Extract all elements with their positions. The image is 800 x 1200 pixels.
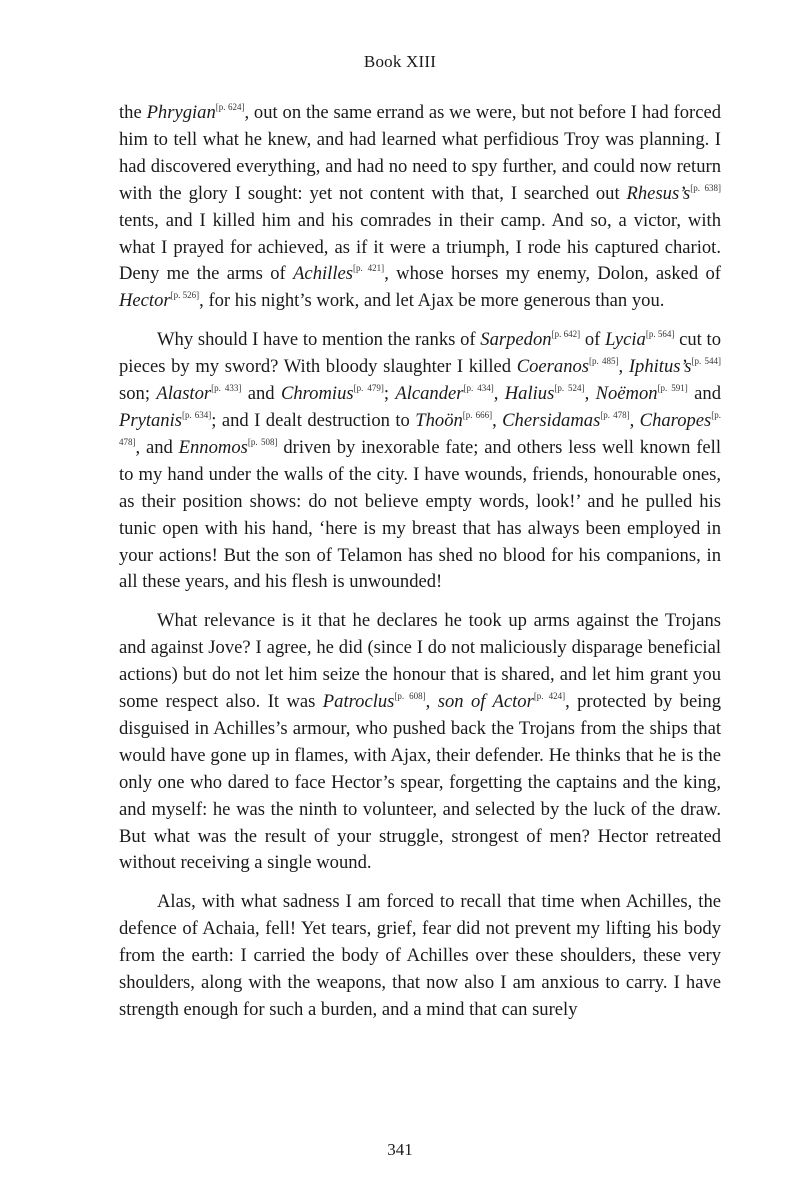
page-reference[interactable]: [p. 433]: [211, 383, 242, 394]
paragraph: [119, 100, 721, 315]
page-reference[interactable]: [p. 634]: [182, 409, 212, 420]
page-reference[interactable]: [p. 526]: [170, 290, 200, 301]
page-reference[interactable]: [p. 424]: [533, 691, 566, 702]
italic-name: Chromius: [280, 383, 354, 405]
italic-name: Charopes: [639, 409, 712, 431]
text-run: ,: [629, 409, 640, 431]
page-reference[interactable]: [p. 508]: [247, 436, 278, 447]
italic-name: Lycia: [605, 329, 646, 351]
text-run: the: [119, 102, 147, 123]
paragraph: [119, 889, 721, 1024]
italic-name: Iphitus’s: [628, 356, 692, 378]
page-reference[interactable]: [p. 608]: [394, 691, 426, 702]
italic-name: Alastor: [156, 383, 212, 405]
text-run: What relevance is it that he declares he took up arms against the Trojans and against Jove? I agree, he did (since I do not maliciously disparage beneficial actions) but do not let him seize the honour that is shared, and let him grant you some respect also. It was: [119, 610, 721, 713]
italic-name: Patroclus: [322, 691, 395, 713]
page-reference[interactable]: [p. 544]: [691, 356, 722, 367]
text-run: , and: [135, 436, 179, 458]
text-run: ;: [383, 383, 396, 405]
text-run: tents, and I killed him and his comrades in their camp. And so, a victor, with what I prayed for achieved, as if it were a triumph, I rode his captured chariot. Deny me the arms of: [119, 209, 721, 285]
text-run: , out on the same errand as we were, but not before I had forced him to tell what he knew, and had learned what perfidious Troy was planning. I had discovered everything, and had no need to spy further, and could now return with the glory I sought: yet not content with that, I searched out: [119, 102, 722, 204]
text-run: Why should I have to mention the ranks of: [157, 329, 481, 351]
page-reference[interactable]: [p. 421]: [352, 263, 385, 274]
text-run: ,: [492, 409, 503, 431]
text-run: ,: [493, 383, 505, 405]
italic-name: Prytanis: [119, 409, 183, 431]
italic-name: son of Actor: [437, 691, 534, 713]
italic-name: Noëmon: [595, 383, 658, 405]
text-run: son;: [119, 383, 157, 405]
text-run: , protected by being disguised in Achilles’s armour, who pushed back the Trojans from the ships that would have gone up in flames, with Ajax, their defender. He thinks that he is the only one who dared to face Hector’s spear, forgetting the captains and the king, and myself: he was the ninth to volunteer, and selected by the luck of the draw. But what was the result of your struggle, strongest of men? Hector retreated without receiving a single wound.: [119, 691, 721, 874]
italic-name: Alcander: [395, 383, 464, 405]
page-reference[interactable]: [p. 591]: [657, 383, 688, 394]
text-run: and: [241, 383, 281, 405]
body-text: [119, 100, 721, 1036]
text-run: , whose horses my enemy, Dolon, asked of: [384, 263, 721, 285]
text-run: Alas, with what sadness I am forced to recall that time when Achilles, the defence of Achaia, fell! Yet tears, grief, fear did not prevent my lifting his body from the earth: I carried the body of Achilles over these shoulders, these very shoulders, along with the weapons, that now also I am anxious to carry. I have strength enough for such a burden, and a mind that can surely: [119, 891, 721, 1020]
page-reference[interactable]: [p. 479]: [353, 383, 384, 394]
text-run: of: [580, 329, 606, 351]
text-run: ; and I dealt destruction to: [211, 409, 416, 431]
page-number: 341: [387, 1140, 413, 1159]
running-head: Book XIII: [363, 52, 437, 71]
text-run: ,: [425, 691, 438, 713]
italic-name: Rhesus’s: [626, 182, 691, 204]
text-run: , for his night’s work, and let Ajax be more generous than you.: [199, 290, 665, 312]
page-reference[interactable]: [p. 666]: [462, 409, 493, 420]
text-run: driven by inexorable fate; and others less well known fell to my hand under the walls of the city. I have wounds, friends, honourable ones, as their position shows: do not believe empty words, look!’ and he pulled his tunic open with his hand, ‘here is my breast that has always been employed in your actions! But the son of Telamon has shed no blood for his companions, in all these years, and his flesh is unwounded!: [119, 436, 722, 593]
italic-name: Sarpedon: [480, 329, 552, 351]
page-reference[interactable]: [p. 524]: [554, 383, 585, 394]
page-reference[interactable]: [p. 478]: [600, 409, 630, 420]
paragraph: [119, 327, 721, 596]
italic-name: Hector: [119, 290, 171, 312]
paragraph: [119, 608, 721, 877]
italic-name: Phrygian: [146, 102, 216, 123]
page-reference[interactable]: [p. 434]: [463, 383, 494, 394]
italic-name: Achilles: [293, 263, 353, 285]
italic-name: Chersidamas: [502, 409, 601, 431]
italic-name: Halius: [504, 383, 555, 405]
text-run: ,: [584, 383, 596, 405]
italic-name: Coeranos: [516, 356, 590, 378]
page-reference[interactable]: [p. 564]: [645, 329, 675, 340]
italic-name: Ennomos: [178, 436, 248, 458]
page-reference[interactable]: [p. 478]: [119, 409, 722, 447]
page-reference[interactable]: [p. 642]: [551, 329, 581, 340]
text-run: and: [687, 383, 721, 405]
page-reference[interactable]: [p. 624]: [215, 102, 245, 112]
text-run: ,: [618, 356, 629, 378]
page-reference[interactable]: [p. 485]: [589, 356, 619, 367]
text-run: cut to pieces by my sword? With bloody slaughter I killed: [119, 329, 721, 378]
italic-name: Thoön: [415, 409, 463, 431]
page-reference[interactable]: [p. 638]: [690, 182, 722, 193]
